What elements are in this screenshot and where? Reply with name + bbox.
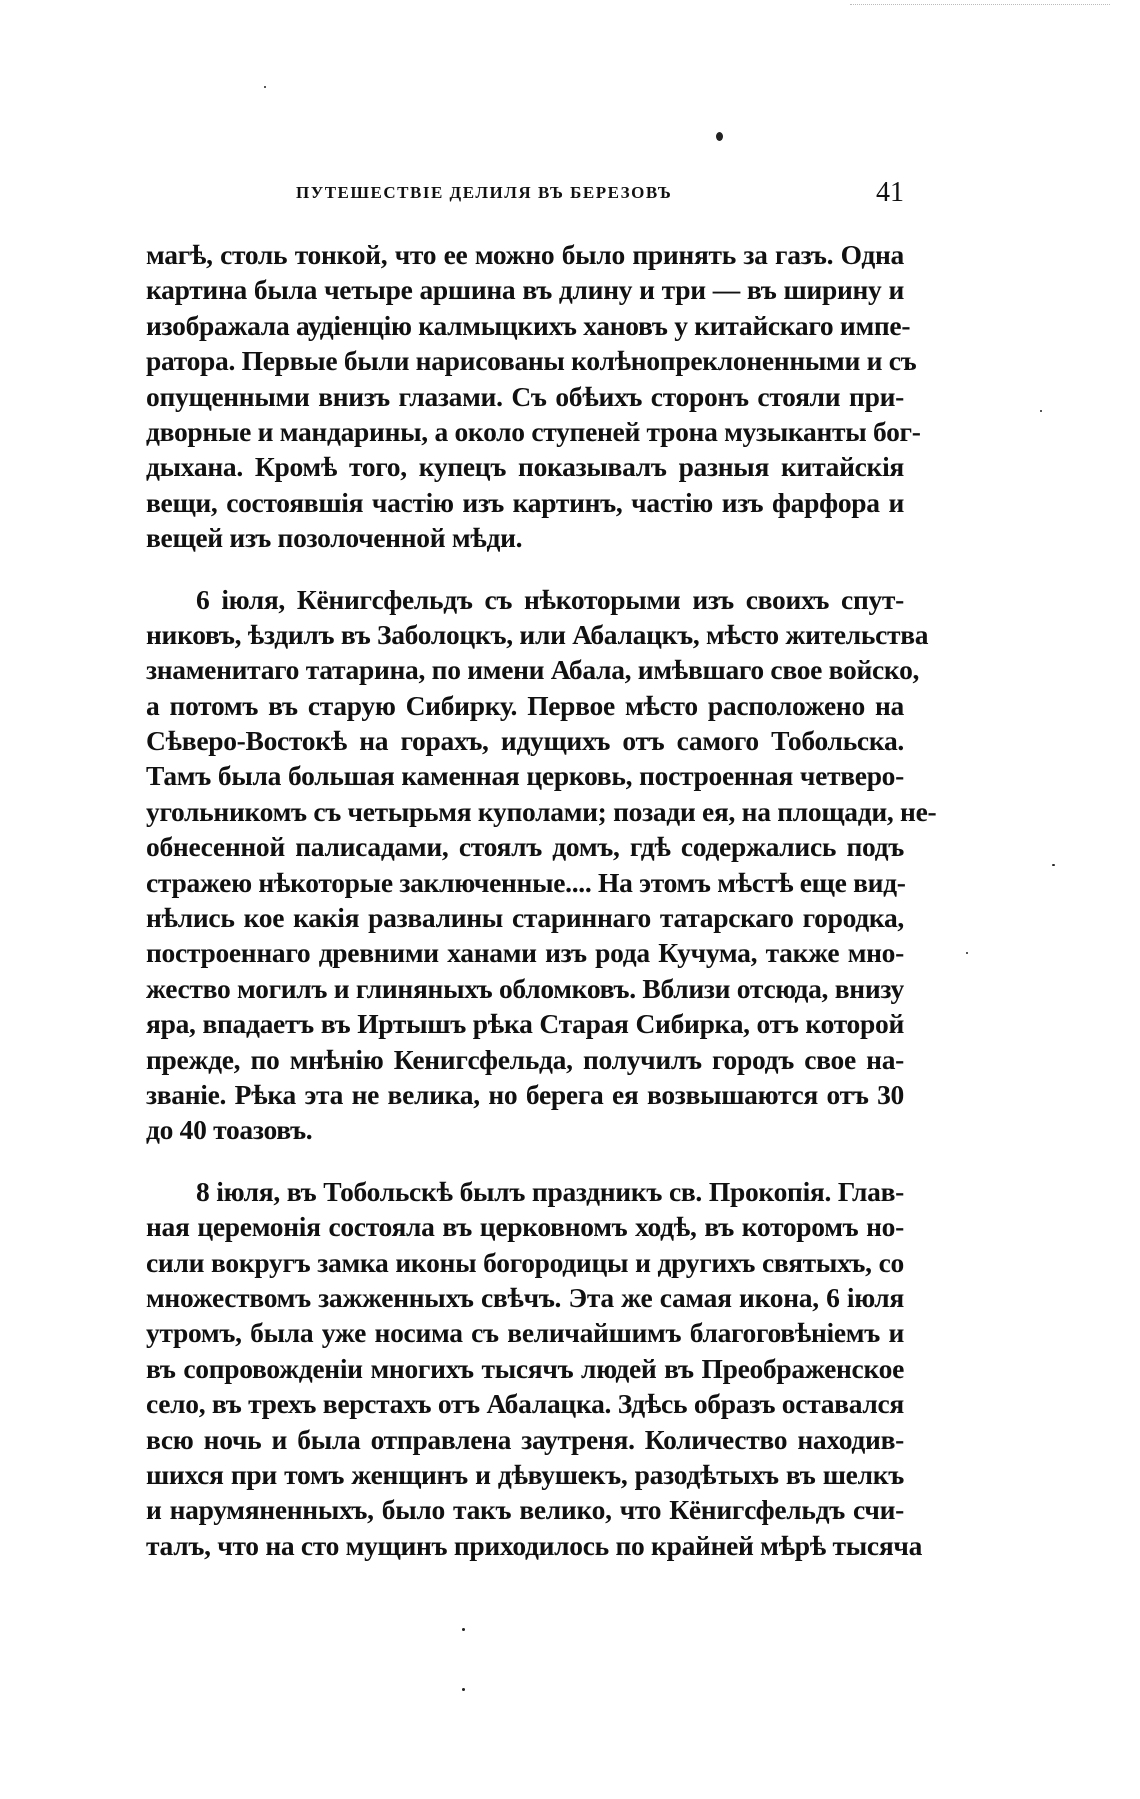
text-line: прежде, по мнѣнію Кенигсфельда, получилъ городъ свое на- bbox=[146, 1043, 904, 1075]
page-header bbox=[146, 177, 904, 217]
text-line: знаменитаго татарина, по имени Абала, имѣвшаго свое войско, bbox=[146, 654, 920, 686]
text-line: шихся при томъ женщинъ и дѣвушекъ, разодѣтыхъ въ шелкъ bbox=[146, 1458, 904, 1490]
text-line: а потомъ въ старую Сибирку. Первое мѣсто расположено на bbox=[146, 689, 904, 721]
text-line: дыхана. Кромѣ того, купецъ показывалъ разныя китайскія bbox=[146, 451, 904, 483]
running-head: ПУТЕШЕСТВІЕ ДЕЛИЛЯ ВЪ БЕРЕЗОВЪ bbox=[296, 183, 673, 202]
text-line: Тамъ была большая каменная церковь, построенная четверо- bbox=[146, 760, 904, 792]
ink-speck bbox=[264, 86, 266, 88]
paragraph-gap bbox=[146, 1148, 904, 1174]
text-line: талъ, что на сто мущинъ приходилось по крайней мѣрѣ тысяча bbox=[146, 1529, 923, 1561]
text-line: никовъ, ѣздилъ въ Заболоцкъ, или Абалацкъ, мѣсто жительства bbox=[146, 618, 929, 650]
text-line: 8 іюля, въ Тобольскѣ былъ праздникъ св. Прокопія. Глав- bbox=[196, 1175, 904, 1207]
text-line: стражею нѣкоторые заключенные.... На этомъ мѣстѣ еще вид- bbox=[146, 866, 906, 898]
ink-speck bbox=[1040, 410, 1042, 412]
ink-speck bbox=[716, 132, 723, 141]
text-line: ная церемонія состояла въ церковномъ ходѣ, въ которомъ но- bbox=[146, 1211, 904, 1243]
page-number: 41 bbox=[876, 177, 904, 208]
text-line: изображала аудіенцію калмыцкихъ хановъ у китайскаго импе- bbox=[146, 309, 911, 341]
body-text bbox=[146, 237, 937, 1563]
text-line: вещи, состоявшія частію изъ картинъ, частію изъ фарфора и bbox=[146, 486, 904, 518]
text-line: опущенными внизъ глазами. Съ обѣихъ сторонъ стояли при- bbox=[146, 380, 904, 412]
ink-speck bbox=[462, 1688, 465, 1691]
paragraph-gap bbox=[146, 556, 904, 582]
text-line: дворные и мандарины, а около ступеней трона музыканты бог- bbox=[146, 415, 921, 447]
text-line: яра, впадаетъ въ Иртышъ рѣка Старая Сибирка, отъ которой bbox=[146, 1008, 904, 1040]
ink-speck bbox=[462, 1628, 465, 1631]
paragraph bbox=[146, 1174, 923, 1563]
text-line: утромъ, была уже носима съ величайшимъ благоговѣніемъ и bbox=[146, 1317, 904, 1349]
text-line: обнесенной палисадами, стоялъ домъ, гдѣ содержались подъ bbox=[146, 831, 904, 863]
text-line: построеннаго древними ханами изъ рода Кучума, также мно- bbox=[146, 937, 904, 969]
text-line: званіе. Рѣка эта не велика, но берега ея возвышаются отъ 30 bbox=[146, 1078, 904, 1110]
text-line: множествомъ зажженныхъ свѣчъ. Эта же самая икона, 6 іюля bbox=[146, 1281, 904, 1313]
text-line: 6 іюля, Кёнигсфельдъ съ нѣкоторыми изъ своихъ спут- bbox=[196, 583, 904, 615]
text-line: нѣлись кое какія развалины стариннаго татарскаго городка, bbox=[146, 902, 904, 934]
text-line: картина была четыре аршина въ длину и три — въ ширину и bbox=[146, 274, 904, 306]
text-line: Сѣверо-Востокѣ на горахъ, идущихъ отъ самого Тобольска. bbox=[146, 725, 904, 757]
top-edge-marks bbox=[850, 4, 1110, 8]
text-line: въ сопровожденіи многихъ тысячъ людей въ Преображенское bbox=[146, 1352, 904, 1384]
text-line: угольникомъ съ четырьмя куполами; позади ея, на площади, не- bbox=[146, 795, 937, 827]
text-line: вещей изъ позолоченной мѣди. bbox=[146, 522, 523, 554]
text-line: всю ночь и была отправлена заутреня. Количество находив- bbox=[146, 1423, 904, 1455]
paragraph bbox=[146, 237, 921, 556]
ink-speck bbox=[966, 952, 968, 954]
text-line: и нарумяненныхъ, было такъ велико, что Кёнигсфельдъ счи- bbox=[146, 1494, 904, 1526]
text-line: ратора. Первые были нарисованы колѣнопреклоненными и съ bbox=[146, 345, 917, 377]
paragraph bbox=[146, 582, 937, 1148]
ink-speck bbox=[1052, 864, 1055, 866]
text-line: село, въ трехъ верстахъ отъ Абалацка. Здѣсь образъ оставался bbox=[146, 1388, 904, 1420]
text-line: до 40 тоазовъ. bbox=[146, 1114, 313, 1146]
text-line: сили вокругъ замка иконы богородицы и другихъ святыхъ, со bbox=[146, 1246, 904, 1278]
text-line: магѣ, столь тонкой, что ее можно было принять за газъ. Одна bbox=[146, 239, 904, 270]
text-line: жество могилъ и глиняныхъ обломковъ. Вблизи отсюда, внизу bbox=[146, 972, 904, 1004]
